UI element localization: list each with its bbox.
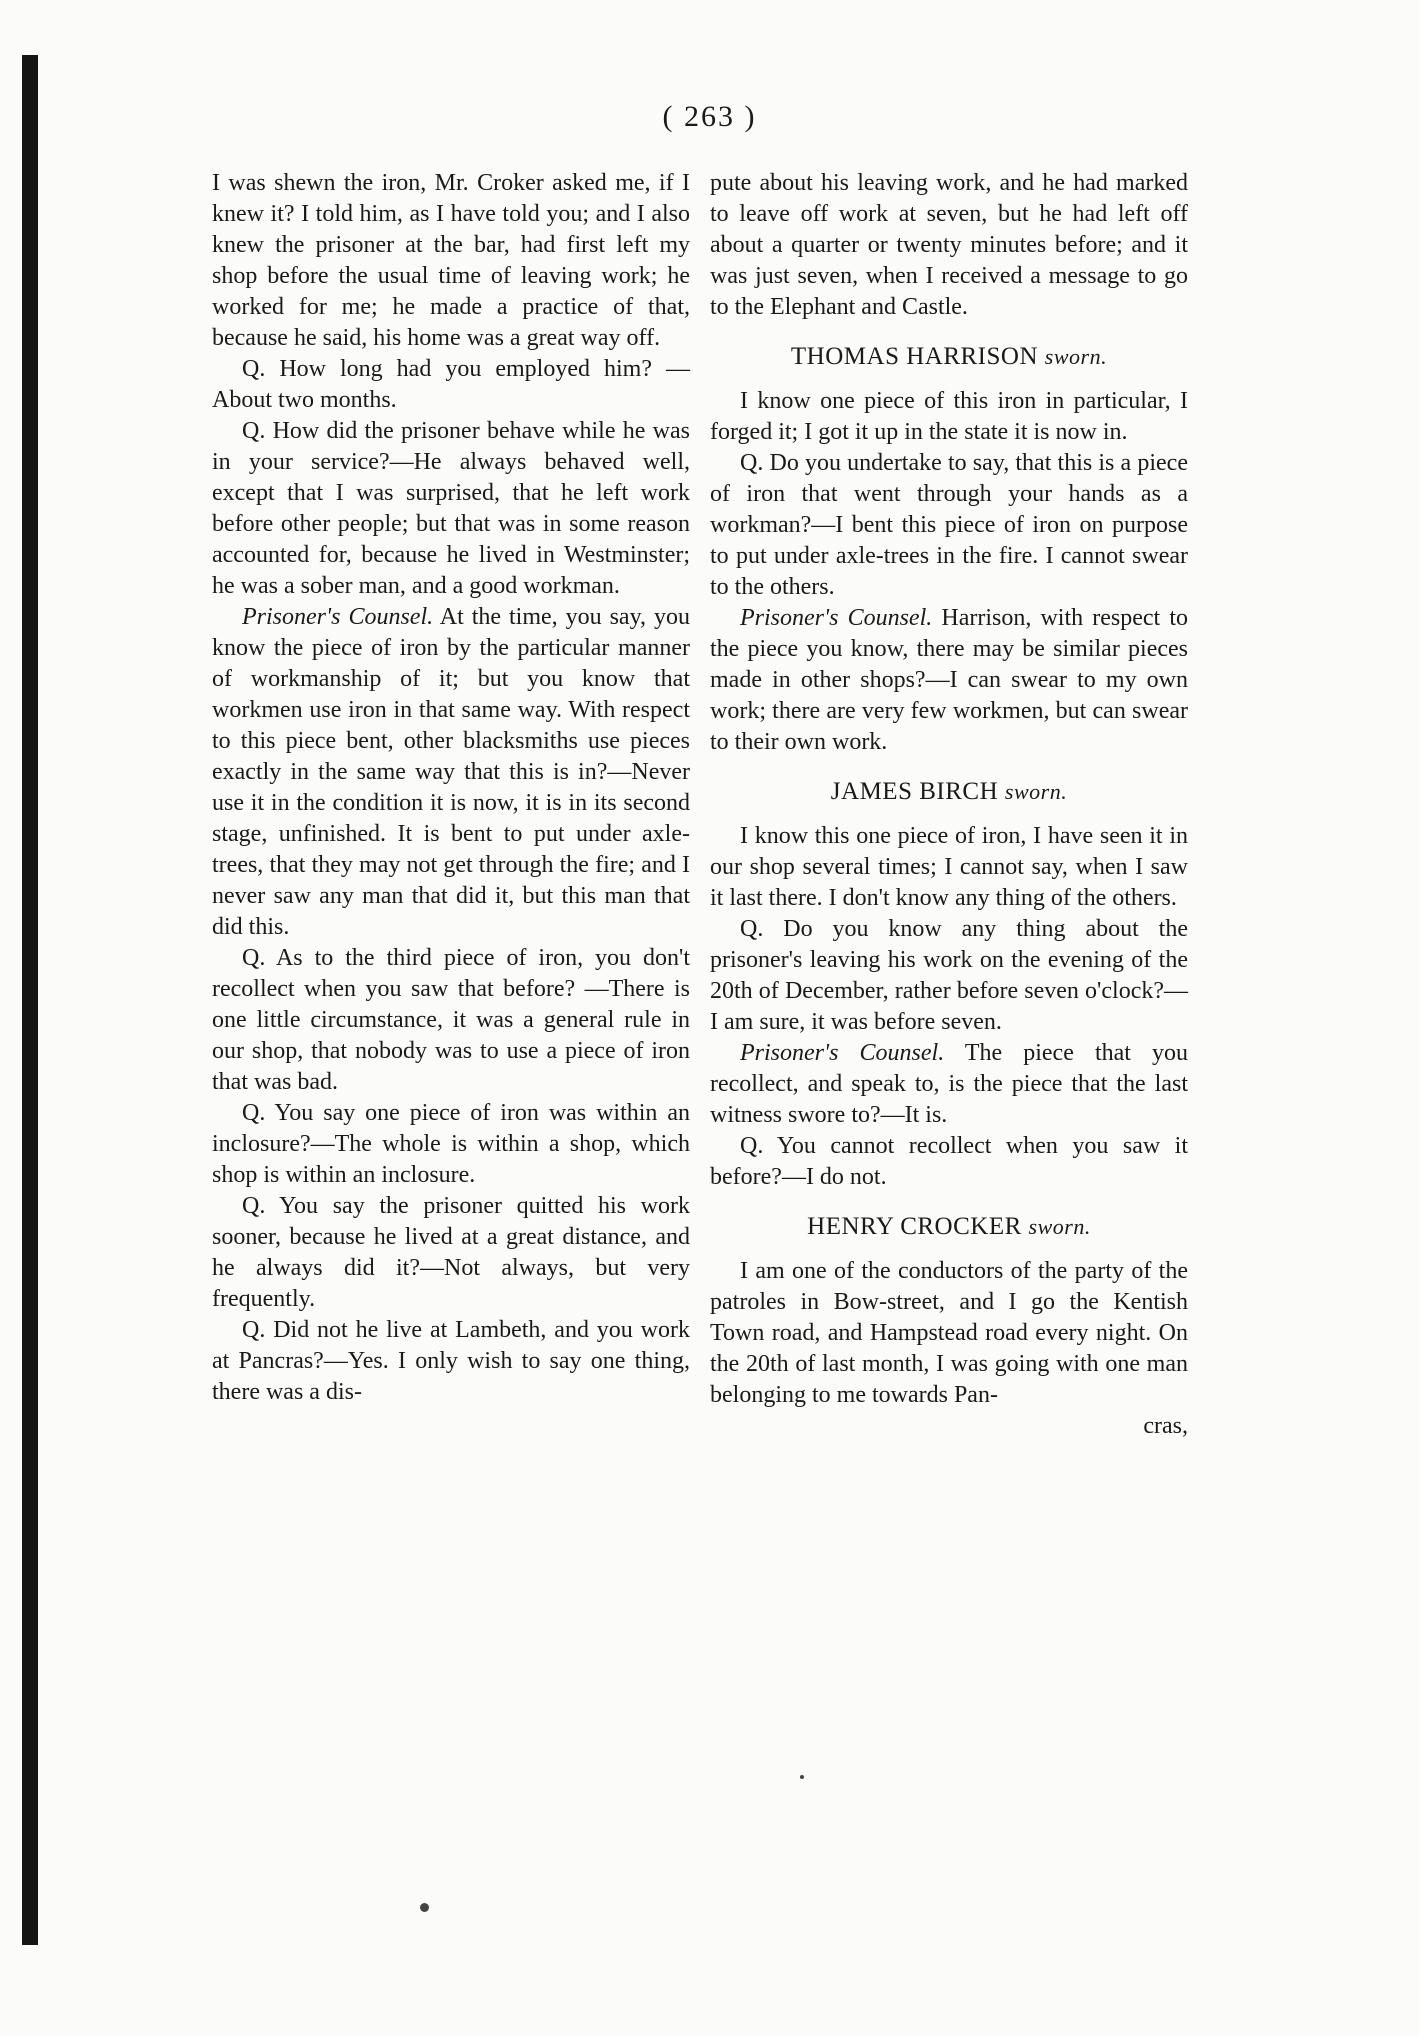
paragraph: I know this one piece of iron, I have seen it in our shop several times; I cannot say, when I saw it last there. I don't know any thing of the others.	[710, 823, 1188, 911]
question-paragraph: Q. You say one piece of iron was within an inclosure?—The whole is within a shop, which shop is within an inclosure.	[212, 1100, 690, 1188]
right-column	[710, 168, 1188, 1442]
question-paragraph: Q. You cannot recollect when you saw it before?—I do not.	[710, 1133, 1188, 1190]
speaker-label: Prisoner's Counsel.	[242, 604, 434, 630]
witness-heading	[710, 776, 1188, 807]
paragraph-text: Harrison, with respect to the piece you know, there may be similar pieces made in other shops?—I can swear to my own work; there are very few workmen, but can swear to their own work.	[710, 605, 1188, 755]
ink-speck	[420, 1903, 429, 1912]
sworn-label: sworn.	[1044, 344, 1108, 369]
paragraph: I know one piece of this iron in particular, I forged it; I got it up in the state it is now in.	[710, 388, 1188, 445]
ink-speck	[800, 1775, 804, 1779]
paragraph-text: The piece that you recollect, and speak to, is the piece that the last witness swore to?—It is.	[710, 1040, 1188, 1128]
witness-heading	[710, 1211, 1188, 1242]
paragraph: I am one of the conductors of the party of the patroles in Bow-street, and I go the Kentish Town road, and Hampstead road every night. On the 20th of last month, I was going with one man belonging to me towards Pan-	[710, 1258, 1188, 1408]
binding-edge-shadow	[22, 55, 38, 1945]
counsel-paragraph	[710, 1038, 1188, 1131]
sworn-label: sworn.	[1028, 1214, 1091, 1239]
speaker-label: Prisoner's Counsel.	[740, 1040, 945, 1066]
witness-heading	[710, 341, 1188, 372]
question-paragraph: Q. How did the prisoner behave while he was in your service?—He always behaved well, except that I was surprised, that he left work before other people; but that was in some reason accounted for, because he lived in Westminster; he was a sober man, and a good workman.	[212, 418, 690, 599]
question-paragraph: Q. Did not he live at Lambeth, and you work at Pancras?—Yes. I only wish to say one thing, there was a dis-	[212, 1317, 690, 1405]
question-paragraph: Q. As to the third piece of iron, you don't recollect when you saw that before? —There is one little circumstance, it was a general rule in our shop, that nobody was to use a piece of iron that was bad.	[212, 945, 690, 1095]
counsel-paragraph	[212, 602, 690, 943]
witness-name: HENRY CROCKER	[807, 1213, 1022, 1240]
question-paragraph: Q. Do you undertake to say, that this is a piece of iron that went through your hands as a workman?—I bent this piece of iron on purpose to put under axle-trees in the fire. I cannot swear to the others.	[710, 450, 1188, 600]
catchword: cras,	[1143, 1413, 1188, 1439]
question-paragraph: Q. You say the prisoner quitted his work sooner, because he lived at a great distance, and he always did it?—Not always, but very frequently.	[212, 1193, 690, 1312]
question-paragraph: Q. How long had you employed him? —About two months.	[212, 356, 690, 413]
speaker-label: Prisoner's Counsel.	[740, 605, 933, 631]
paragraph: I was shewn the iron, Mr. Croker asked me, if I knew it? I told him, as I have told you; and I also knew the prisoner at the bar, had first left my shop before the usual time of leaving work; he worked for me; he made a practice of that, because he said, his home was a great way off.	[212, 170, 690, 351]
question-paragraph: Q. Do you know any thing about the prisoner's leaving his work on the evening of the 20th of December, rather before seven o'clock?—I am sure, it was before seven.	[710, 916, 1188, 1035]
witness-name: JAMES BIRCH	[830, 778, 999, 805]
sworn-label: sworn.	[1004, 779, 1068, 804]
left-column	[212, 168, 690, 1408]
page-number: ( 263 )	[662, 100, 757, 133]
paragraph-text: At the time, you say, you know the piece of iron by the particular manner of workmanship of it; but you know that workmen use iron in that same way. With respect to this piece bent, other blacksmiths use pieces exactly in the same way that this is in?—Never use it in the condition it is now, it is in its second stage, unfinished. It is bent to put under axle-trees, that they may not get through the fire; and I never saw any man that did it, but this man that did this.	[212, 604, 690, 940]
paragraph: pute about his leaving work, and he had marked to leave off work at seven, but he had left off about a quarter or twenty minutes before; and it was just seven, when I received a message to go to the Elephant and Castle.	[710, 170, 1188, 320]
counsel-paragraph	[710, 603, 1188, 758]
witness-name: THOMAS HARRISON	[790, 343, 1039, 370]
